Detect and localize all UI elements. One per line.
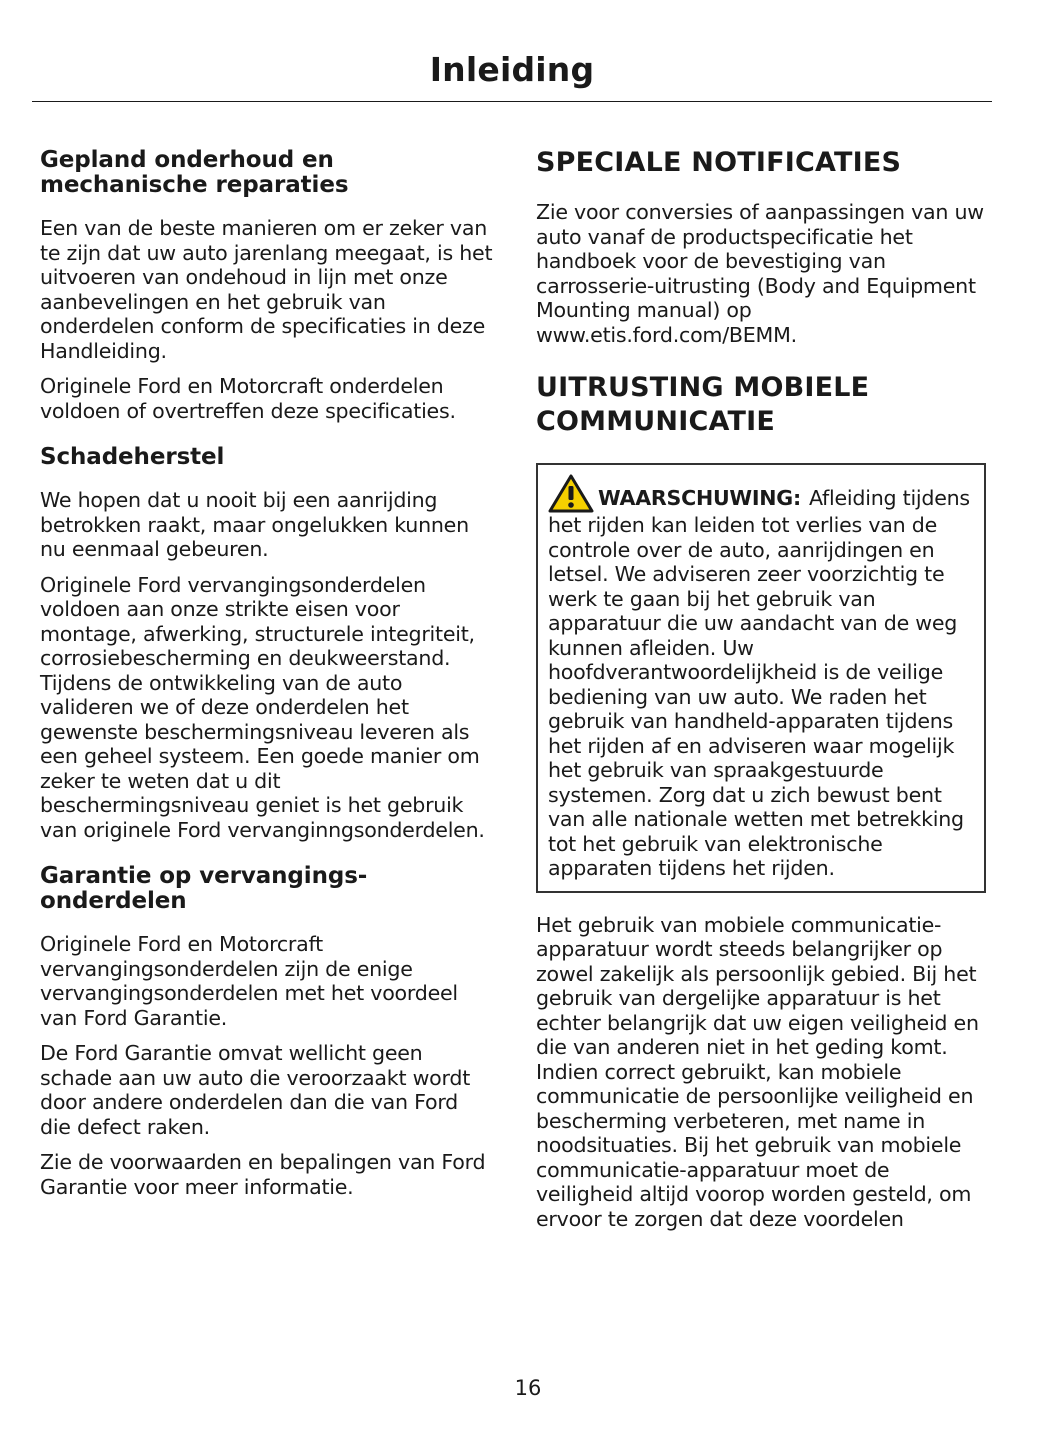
section-title-mobile-communication: UITRUSTING MOBIELE COMMUNICATIE: [536, 372, 870, 437]
paragraph: Originele Ford en Motorcraft vervangingsonderdelen zijn de enige vervangingsonderdelen met het voordeel van Ford Garantie.: [40, 932, 458, 1030]
warning-text-block: [548, 473, 975, 881]
paragraph: Originele Ford vervangingsonderdelen voldoen aan onze strikte eisen voor montage, afwerking, structurele integriteit, corrosiebescherming en deukweerstand. Tijdens de ontwikkeling van de auto valideren we of deze onderdelen het gewenste beschermingsniveau leveren als een geheel systeem. Een goede manier om zeker te weten dat u dit beschermingsniveau geniet is het gebruik van originele Ford vervanginngsonderdelen.: [40, 572, 485, 842]
paragraph: We hopen dat u nooit bij een aanrijding betrokken raakt, maar ongelukken kunnen nu eenmaal gebeuren.: [40, 488, 469, 561]
page-number: 16: [514, 1376, 542, 1400]
left-column: [40, 142, 494, 1210]
section-title-special-notices: SPECIALE NOTIFICATIES: [536, 147, 902, 178]
right-column: [536, 142, 986, 1242]
paragraph: Zie de voorwaarden en bepalingen van Ford Garantie voor meer informatie.: [40, 1150, 486, 1199]
heading-damage-repair: Schadeherstel: [40, 444, 225, 470]
paragraph: Zie voor conversies of aanpassingen van uw auto vanaf de productspecificatie het handboek voor de bevestiging van carrosserie-uitrusting (Body and Equipment Mounting manual) op www.etis.ford.com/BEMM.: [536, 200, 984, 347]
warning-triangle-icon: [548, 473, 594, 513]
page-header: [32, 44, 992, 102]
heading-replacement-parts-warranty: Garantie op vervangings-onderdelen: [40, 863, 368, 914]
paragraph: De Ford Garantie omvat wellicht geen schade aan uw auto die veroorzaakt wordt door andere onderdelen dan die van Ford die defect raken.: [40, 1041, 471, 1139]
warning-box: [536, 463, 986, 893]
paragraph: Een van de beste manieren om er zeker van te zijn dat uw auto jarenlang meegaat, is het uitvoeren van ondehoud in lijn met onze aanbevelingen en het gebruik van onderdelen conform de specificaties in deze Handleiding.: [40, 216, 493, 363]
heading-scheduled-maintenance: Gepland onderhoud en mechanische reparaties: [40, 147, 349, 198]
warning-label: WAARSCHUWING:: [598, 486, 801, 510]
page-title: Inleiding: [429, 50, 595, 89]
paragraph: Originele Ford en Motorcraft onderdelen voldoen of overtreffen deze specificaties.: [40, 374, 456, 423]
paragraph: Het gebruik van mobiele communicatie-apparatuur wordt steeds belangrijker op zowel zakelijk als persoonlijk gebied. Bij het gebruik van dergelijke apparatuur is het echter belangrijk dat uw eigen veiligheid en die van anderen niet in het geding komt. Indien correct gebruikt, kan mobiele communicatie de persoonlijke veiligheid en bescherming verbeteren, met name in noodsituaties. Bij het gebruik van mobiele communicatie-apparatuur moet de veiligheid altijd voorop worden gesteld, om ervoor te zorgen dat deze voordelen: [536, 912, 979, 1231]
warning-text: Afleiding tijdens het rijden kan leiden tot verlies van de controle over de auto, aanrijdingen en letsel. We adviseren zeer voorzichtig te werk te gaan bij het gebruik van apparatuur die uw aandacht van de weg kunnen afleiden. Uw hoofdverantwoordelijkheid is de veilige bediening van uw auto. We raden het gebruik van handheld-apparaten tijdens het rijden af en adviseren waar mogelijk het gebruik van spraakgestuurde systemen. Zorg dat u zich bewust bent van alle nationale wetten met betrekking tot het gebruik van elektronische apparaten tijdens het rijden.: [548, 486, 970, 880]
